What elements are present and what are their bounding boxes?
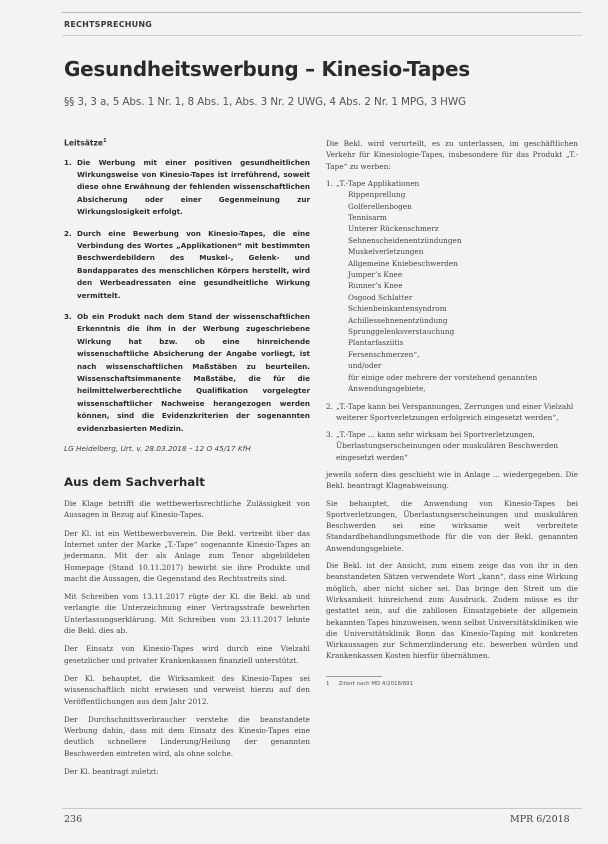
application-item: Rippenprellung (348, 190, 406, 200)
application-item: Unterer Rückenschmerz (348, 224, 439, 234)
leitsatz-item: 1. Die Werbung mit einer positiven gesundheitlichen Wirkungsweise von Kinesio-Tapes ist irreführend, soweit diese ohne Erwähnung der fehlenden wissenschaftlichen Absicherung oder einer Gegenmeinung zur Wirkungslosigkeit erfolgt. (64, 157, 310, 217)
court-citation: LG Heidelberg, Urt. v. 28.03.2018 – 12 O 45/17 KfH (64, 444, 251, 454)
application-item: Osgood Schlatter (348, 292, 413, 302)
body-paragraph: Der Kl. behauptet, die Wirksamkeit des Kinesio-Tapes sei wissenschaftlich nicht erwiesen und verweist hierzu auf den Veröffentlichungen aus dem Jahr 2012. (64, 673, 310, 706)
claim-item: 1. „T.-Tape Applikationen Rippenprellung Golferellenbogen Tennisarm Unterer Rückenschmerz Sehnenscheidenentzündungen Muskelverletzungen Allgemeine Kniebeschwerden Jumper’s Knee Runner’s Knee Osgood Schlatter Schienbeinkantensyndrom Achillessehnenentzündung Sprunggelenksverstauchung Plantarfasziitis Fersenschmerzen“, und/oder für einige oder mehrere der vorstehend genannten Anwendungsgebiete, (326, 178, 578, 395)
page-number: 236 (64, 814, 83, 825)
leitsaetze-heading: Leitsätze$^1$ (64, 138, 107, 148)
sachverhalt-heading: Aus dem Sachverhalt (64, 475, 205, 490)
body-paragraph: Der Kl. beantragt zuletzt: (64, 767, 159, 776)
application-item: Plantarfasziitis (348, 338, 404, 348)
footnote-rule (326, 676, 382, 677)
leitsaetze-footnote-ref: 1 (103, 138, 107, 144)
body-paragraph: Mit Schreiben vom 13.11.2017 rügte der Kl. die Bekl. ab und verlangte die Unterzeichnung einer Vertragsstrafe bewehrten Unterlassungserklärung. Mit Schreiben vom 23.11.2017 lehnte die Bekl. dies ab. (64, 592, 310, 636)
body-paragraph: Der Durchschnittsverbraucher verstehe die beanstandete Werbung dahin, dass mit dem Einsatz des Kinesio-Tapes eine deutlich schnellere Linderung/Heilung der genannten Beschwerden eintreten wird, als ohne solche. (64, 714, 310, 758)
footnote: 1 Zitiert nach MD 4/2018/891 (326, 680, 413, 687)
application-item: Jumper’s Knee (348, 270, 403, 280)
application-item: Golferellenbogen (348, 201, 412, 211)
claim-item: 3. „T.-Tape ... kann sehr wirksam bei Sportverletzungen, Überlastungserscheinungen oder muskulären Beschwerden eingesetzt werden“ (326, 430, 559, 462)
claim-intro: Die Bekl. wird verurteilt, es zu unterlassen, im geschäftlichen Verkehr für Kinesiologie-Tapes, insbesondere für das Produkt „T.-Tape“ zu werben: (326, 139, 578, 171)
application-item: und/oder (348, 361, 382, 371)
body-paragraph: Der Einsatz von Kinesio-Tapes wird durch eine Vielzahl gesetzlicher und privater Krankenkassen finanziell unterstützt. (64, 644, 310, 665)
top-rule (62, 12, 582, 13)
leitsatz-item: 2. Durch eine Bewerbung von Kinesio-Tapes, die eine Verbindung des Wortes „Applikationen“ mit bestimmten Beschwerdebildern des Muskel-, Gelenk- und Bandapparates des menschlichen Körpers herstellt, wird den Werbeadressaten eine gesundheitliche Wirkung vermittelt. (64, 228, 310, 300)
body-paragraph: Die Klage betrifft die wettbewerbsrechtliche Zulässigkeit von Aussagen in Bezug auf Kinesio-Tapes. (64, 499, 310, 520)
application-list (336, 189, 578, 394)
leitsatz-item: 3. Ob ein Produkt nach dem Stand der wissenschaftlichen Erkenntnis die ihm in der Werbung zugeschriebene Wirkung hat bzw. ob eine hinreichende wissenschaftliche Absicherung der Angabe vorliegt, ist nach wissenschaftlichen Maßstäben zu beurteilen. Wissenschaftsimmanente Maßstäbe, die für die heilmittelwerberechtliche Qualifikation vorgelegter wissenschaftlicher Nachweise herangezogen werden können, sind die Evidenzkriterien der sogenannten evidenzbasierten Medizin. (64, 312, 310, 433)
application-item: Allgemeine Kniebeschwerden (348, 258, 458, 268)
application-item: Runner’s Knee (348, 281, 403, 291)
right-column (326, 138, 578, 687)
section-label: RECHTSPRECHUNG (64, 20, 153, 29)
application-item: Tennisarm (348, 213, 387, 222)
application-item: Achillessehnenentzündung (348, 315, 448, 325)
journal-reference: MPR 6/2018 (510, 814, 570, 825)
application-item: Sprunggelenksverstauchung (348, 327, 455, 337)
article-norms: §§ 3, 3 a, 5 Abs. 1 Nr. 1, 8 Abs. 1, Abs. 3 Nr. 2 UWG, 4 Abs. 2 Nr. 1 MPG, 3 HWG (64, 96, 466, 108)
application-item: für einige oder mehrere der vorstehend genannten Anwendungsgebiete, (348, 372, 538, 394)
article-title: Gesundheitswerbung – Kinesio-Tapes (64, 57, 470, 81)
application-item: Fersenschmerzen“, (348, 349, 420, 359)
claim-item: 2. „T.-Tape kann bei Verspannungen, Zerrungen und einer Vielzahl weiterer Sportverletzungen erfolgreich eingesetzt werden“, (326, 401, 574, 422)
header-rule (62, 35, 582, 36)
application-item: Muskelverletzungen (348, 247, 424, 257)
body-paragraph: Sie behauptet, die Anwendung von Kinesio-Tapes bei Sportverletzungen, Überlastungserscheinungen und muskulären Beschwerden sei eine wirksame weit verbreitete Standardbehandlungsmethode für die von der Bekl. genannten Anwendungsgebiete. (326, 498, 578, 553)
footer-rule (62, 808, 582, 809)
body-paragraph: Der Kl. ist ein Wettbewerbsverein. Die Bekl. vertreibt über das Internet unter der Marke „T.-Tape“ sogenannte Kinesio-Tapes an jedermann. Mit der als Anlage zum Tenor abgebildeten Homepage (Stand 10.11.2017) bewirbt sie ihre Produkte und macht die Aussagen, die Gegenstand des Rechtsstreits sind. (64, 528, 310, 583)
leitsaetze-list (64, 157, 310, 436)
claim-list (326, 178, 578, 463)
body-paragraph: jeweils sofern dies geschieht wie in Anlage ... wiedergegeben. Die Bekl. beantragt Klageabweisung. (326, 469, 578, 491)
body-paragraph: Die Bekl. ist der Ansicht, zum einem zeige das von ihr in den beanstandeten Sätzen verwendete Wort „kann“, dass eine Wirkung möglich, aber nicht sicher sei. Das bringe den Streit um die Wirksamkeit hinreichend zum Ausdruck. Zudem müsse es ihr gestattet sein, auf die zahllosen Einsatzgebiete der allgemein bekannten Tapes hinzuweisen, wenn selbst Universitätskliniken wie die Universitätsklinik Bonn das Kinesio-Taping mit konkreten Wirkaussagen zur Schmerzlinderung etc. bewerben würden und Krankenkassen Kosten hierfür übernähmen. (326, 561, 578, 661)
application-item: Schienbeinkantensyndrom (348, 304, 447, 314)
application-item: Sehnenscheidenentzündungen (348, 235, 462, 245)
left-column (64, 138, 310, 784)
